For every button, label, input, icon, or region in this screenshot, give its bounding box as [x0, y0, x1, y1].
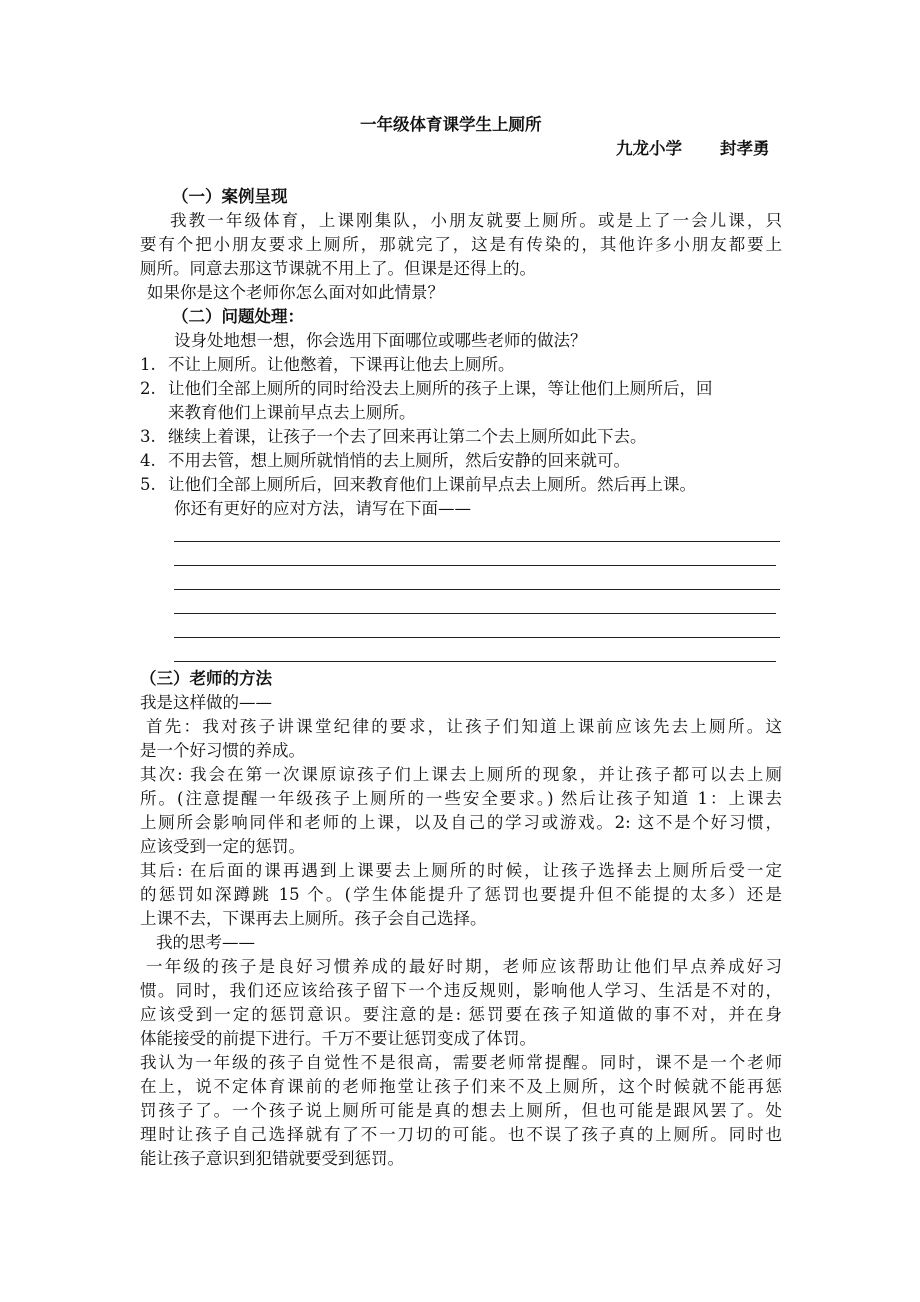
option-3: [140, 425, 647, 449]
option-text: 让他们全部上厕所后，回来教育他们上课前早点去上厕所。然后再上课。: [168, 475, 696, 494]
section3-line: 的惩罚如深蹲跳 15 个。(学生体能提升了惩罚也要提升但不能提的太多）还是: [140, 885, 782, 904]
option-1: [140, 353, 515, 377]
option-5: [140, 473, 696, 497]
answer-line: [174, 565, 776, 566]
option-2-continued: 来教育他们上课前早点去上厕所。: [168, 403, 416, 422]
section3-line: 首先：我对孩子讲课堂纪律的要求，让孩子们知道上课前应该先去上厕所。这: [146, 717, 782, 736]
section3-line: 上课不去，下课再去上厕所。孩子会自己选择。: [140, 909, 487, 928]
section3-line: 其后: 在后面的课再遇到上课要去上厕所的时候，让孩子选择去上厕所后受一定: [140, 861, 782, 880]
section1-line-3: 厕所。同意去那这节课就不用上了。但课是还得上的。: [140, 259, 536, 278]
section3-line: 应该受到一定的惩罚意识。要注意的是: 惩罚要在孩子知道做的事不对，并在身: [140, 1005, 782, 1024]
option-2: [140, 377, 782, 401]
document-title: 一年级体育课学生上厕所: [360, 115, 542, 134]
option-text: 不让上厕所。让他憋着，下课再让他去上厕所。: [168, 355, 515, 374]
option-number: 4.: [140, 451, 156, 470]
answer-line: [174, 637, 780, 638]
author-name: 封孝勇: [720, 139, 770, 158]
section3-line: 我认为一年级的孩子自觉性不是很高，需要老师常提醒。同时，课不是一个老师: [140, 1053, 782, 1072]
section3-heading: （三）老师的方法: [140, 669, 272, 688]
option-number: 2.: [140, 379, 156, 398]
section1-line-1: 我教一年级体育，上课刚集队，小朋友就要上厕所。或是上了一会儿课，只: [170, 211, 782, 230]
section1-line-2: 要有个把小朋友要求上厕所，那就完了，这是有传染的，其他许多小朋友都要上: [140, 235, 782, 254]
option-number: 3.: [140, 427, 156, 446]
reflection-heading: 我的思考——: [156, 933, 255, 952]
option-number: 1.: [140, 355, 156, 374]
section3-line: 一年级的孩子是良好习惯养成的最好时期，老师应该帮助让他们早点养成好习: [146, 957, 782, 976]
section3-line: 我是这样做的——: [140, 693, 272, 712]
section3-line: 在上，说不定体育课前的老师拖堂让孩子们来不及上厕所，这个时候就不能再惩: [140, 1077, 782, 1096]
answer-prompt: 你还有更好的应对方法，请写在下面——: [174, 499, 471, 518]
option-text: 不用去管，想上厕所就悄悄的去上厕所，然后安静的回来就可。: [168, 451, 630, 470]
section3-line: 罚孩子了。一个孩子说上厕所可能是真的想去上厕所，但也可能是跟风罢了。处: [140, 1101, 782, 1120]
author-school: 九龙小学: [616, 139, 682, 158]
section1-heading: （一）案例呈现: [172, 187, 288, 206]
section3-line: 能让孩子意识到犯错就要受到惩罚。: [140, 1149, 404, 1168]
section2-heading: （二）问题处理：: [172, 307, 304, 326]
section2-intro: 设身处地想一想，你会选用下面哪位或哪些老师的做法？: [174, 331, 587, 350]
option-text: 继续上着课，让孩子一个去了回来再让第二个去上厕所如此下去。: [168, 427, 647, 446]
option-number: 5.: [140, 475, 156, 494]
answer-line: [174, 589, 780, 590]
section3-line: 所。(注意提醒一年级孩子上厕所的一些安全要求。) 然后让孩子知道 1：上课去: [140, 789, 782, 808]
section3-line: 其次: 我会在第一次课原谅孩子们上课去上厕所的现象，并让孩子都可以去上厕: [140, 765, 782, 784]
option-4: [140, 449, 630, 473]
section3-line: 惯。同时，我们还应该给孩子留下一个违反规则，影响他人学习、生活是不对的，: [140, 981, 782, 1000]
section3-line: 体能接受的前提下进行。千万不要让惩罚变成了体罚。: [140, 1029, 536, 1048]
section3-line: 理时让孩子自己选择就有了不一刀切的可能。也不误了孩子真的上厕所。同时也: [140, 1125, 782, 1144]
section3-line: 是一个好习惯的养成。: [140, 741, 305, 760]
answer-line: [174, 613, 776, 614]
section3-line: 应该受到一定的惩罚。: [140, 837, 305, 856]
author-line: [616, 137, 770, 161]
section1-question: 如果你是这个老师你怎么面对如此情景？: [147, 283, 444, 302]
answer-line: [174, 541, 780, 542]
section3-line: 上厕所会影响同伴和老师的上课，以及自己的学习或游戏。2: 这不是个好习惯，: [140, 813, 782, 832]
answer-line: [174, 661, 776, 662]
option-text: 让他们全部上厕所的同时给没去上厕所的孩子上课，等让他们上厕所后，回: [168, 379, 713, 398]
